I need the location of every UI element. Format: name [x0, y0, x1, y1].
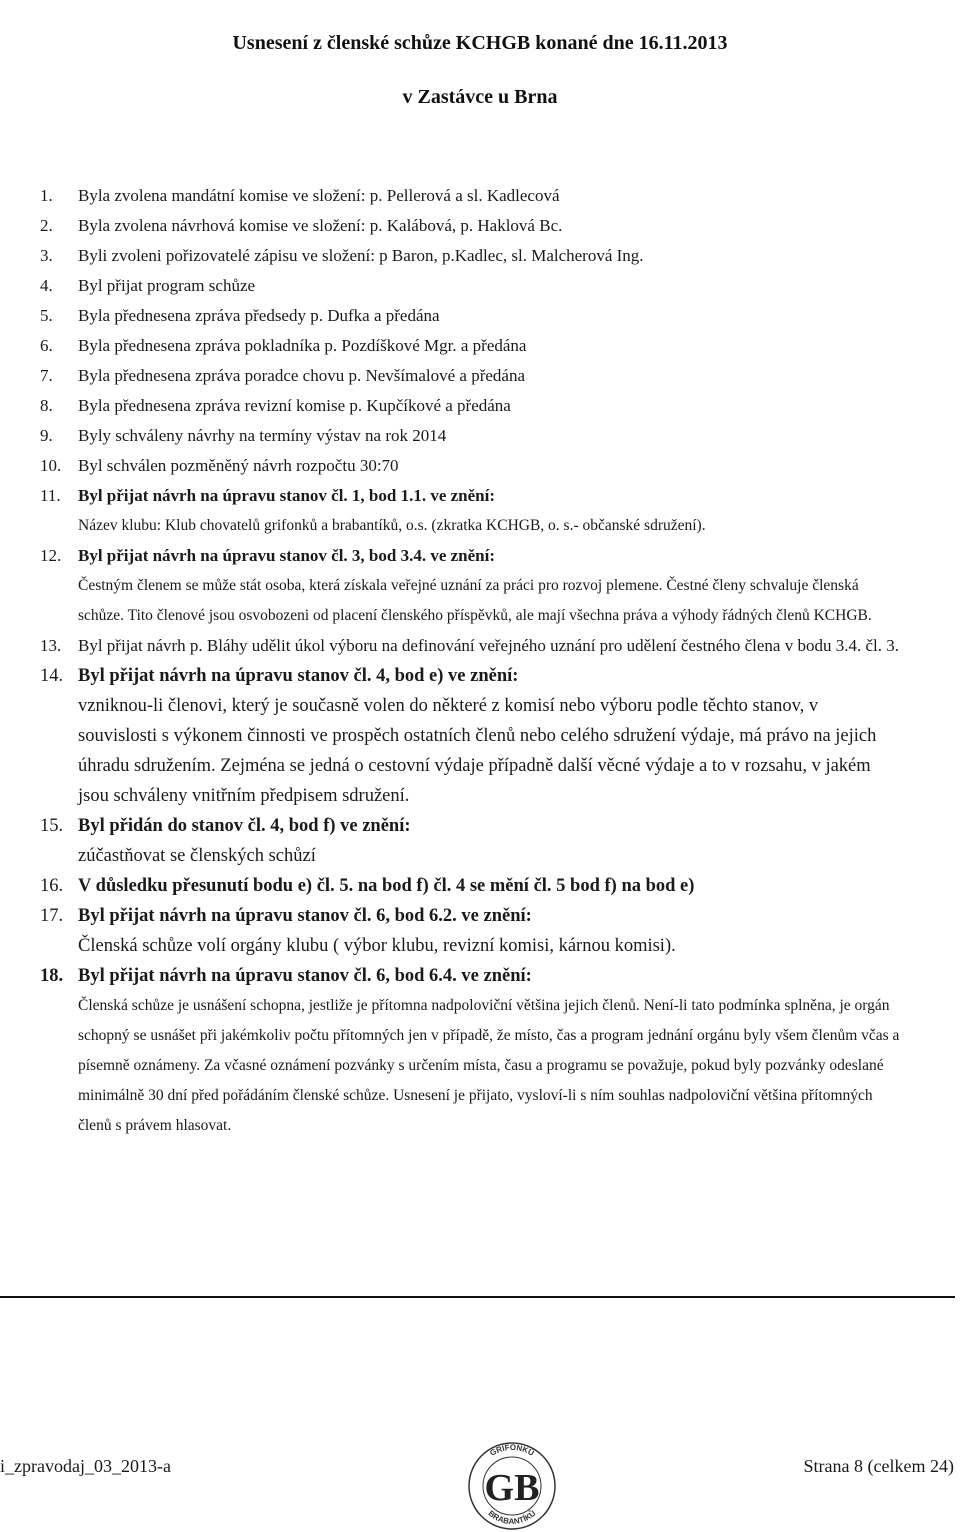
list-item [40, 271, 900, 301]
list-item [40, 481, 900, 541]
logo-monogram: GB [484, 1467, 540, 1509]
item-number: 6. [40, 336, 53, 355]
item-number: 5. [40, 306, 53, 325]
item-text: Byla přednesena zpráva revizní komise p. Kupčíkové a předána [78, 396, 511, 415]
item-text: Byl přijat návrh na úpravu stanov čl. 6, bod 6.4. ve znění: [78, 966, 532, 986]
item-text: Byl přijat návrh p. Bláhy udělit úkol výboru na definování veřejného uznání pro udělení čestného člena v bodu 3.4. čl. 3. [78, 636, 899, 655]
item-text: Byli zvoleni pořizovatelé zápisu ve složení: p Baron, p.Kadlec, sl. Malcherová Ing. [78, 246, 644, 265]
item-number: 8. [40, 396, 53, 415]
document-subtitle: v Zastávce u Brna [402, 86, 558, 108]
item-text: Byla zvolena návrhová komise ve složení: p. Kalábová, p. Haklová Bc. [78, 216, 563, 235]
item-text: Byl přijat návrh na úpravu stanov čl. 4, bod e) ve znění: [78, 666, 519, 686]
item-detail: vzniknou-li členovi, který je současně volen do některé z komisí nebo výboru podle těchto stanov, v souvislosti s výkonem činnosti ve prospěch ostatních členů nebo celého sdružení výdaje, má právo na jejich úhradu sdružením. Zejména se jedná o cestovní výdaje případně další věcné výdaje a to v rozsahu, v jakém jsou schváleny vnitřním předpisem sdružení. [78, 696, 877, 806]
item-number: 11. [40, 486, 61, 505]
item-number: 3. [40, 246, 53, 265]
item-text: Byla přednesena zpráva pokladníka p. Pozdíškové Mgr. a předána [78, 336, 527, 355]
item-text: Byla přednesena zpráva poradce chovu p. Nevšímalové a předána [78, 366, 525, 385]
list-item [40, 361, 900, 391]
document-title: Usnesení z členské schůze KCHGB konané dne 16.11.2013 [232, 32, 728, 54]
list-item [40, 541, 900, 631]
item-number: 9. [40, 426, 53, 445]
list-item [40, 631, 900, 661]
list-item [40, 211, 900, 241]
list-item [40, 241, 900, 271]
resolution-list [40, 181, 900, 1141]
list-item [40, 811, 900, 871]
item-text: Byl přidán do stanov čl. 4, bod f) ve znění: [78, 816, 411, 836]
item-detail: Členská schůze volí orgány klubu ( výbor klubu, revizní komisi, kárnou komisi). [78, 936, 676, 956]
list-item [40, 331, 900, 361]
item-text: Byl přijat návrh na úpravu stanov čl. 3, bod 3.4. ve znění: [78, 546, 496, 565]
item-number: 18. [40, 966, 64, 986]
list-item [40, 181, 900, 211]
item-number: 4. [40, 276, 53, 295]
item-text: Byl přijat návrh na úpravu stanov čl. 1, bod 1.1. ve znění: [78, 486, 496, 505]
list-item [40, 961, 900, 1141]
item-text: Byla přednesena zpráva předsedy p. Dufka a předána [78, 306, 440, 325]
page-number: Strana 8 (celkem 24) [803, 1456, 954, 1476]
item-detail: Název klubu: Klub chovatelů grifonků a brabantíků, o.s. (zkratka KCHGB, o. s.- občanské sdružení). [78, 517, 706, 534]
list-item [40, 391, 900, 421]
list-item [40, 421, 900, 451]
logo-ring-text-top: GRIFONKŮ [488, 1442, 536, 1458]
item-number: 15. [40, 816, 64, 836]
list-item [40, 901, 900, 961]
item-detail: Členská schůze je usnášení schopna, jestliže je přítomna nadpoloviční většina jejich členů. Není-li tato podmínka splněna, je orgán schopný se usnášet při jakémkoliv počtu přítomných jen v případě, že místo, čas a program jednání orgánu byly všem členům včas a písemně oznámeny. Za včasné oznámení pozvánky s určením místa, času a programu se považuje, pokud byly pozvánky odeslané minimálně 30 dní před pořádáním členské schůze. Usnesení je přijato, vysloví-li s ním souhlas nadpoloviční většina přítomných členů s právem hlasovat. [78, 997, 900, 1134]
item-detail: Čestným členem se může stát osoba, která získala veřejné uznání za práci pro rozvoj plemene. Čestné členy schvaluje členská schůze. Tito členové jsou osvobozeni od placení členského příspěvků, ale mají všechna práva a výhody řádných členů KCHGB. [78, 577, 872, 624]
item-number: 1. [40, 186, 53, 205]
item-text: Byl přijat program schůze [78, 276, 256, 295]
logo-ring-text-bottom: BRABANTÍKŮ [486, 1508, 538, 1527]
list-item [40, 301, 900, 331]
item-text: Byla zvolena mandátní komise ve složení: p. Pellerová a sl. Kadlecová [78, 186, 560, 205]
item-number: 13. [40, 636, 62, 655]
item-text: Byl schválen pozměněný návrh rozpočtu 30:70 [78, 456, 399, 475]
item-number: 2. [40, 216, 53, 235]
list-item [40, 661, 900, 811]
item-number: 12. [40, 546, 62, 565]
item-text: Byl přijat návrh na úpravu stanov čl. 6, bod 6.2. ve znění: [78, 906, 532, 926]
item-number: 10. [40, 456, 62, 475]
item-number: 14. [40, 666, 64, 686]
item-number: 7. [40, 366, 53, 385]
item-detail: zúčastňovat se členských schůzí [78, 846, 316, 866]
footer-filename: i_zpravodaj_03_2013-a [0, 1456, 171, 1476]
club-logo [462, 1440, 562, 1532]
item-number: 16. [40, 876, 64, 896]
list-item [40, 451, 900, 481]
footer-divider [0, 1296, 955, 1298]
item-text: Byly schváleny návrhy na termíny výstav na rok 2014 [78, 426, 447, 445]
item-number: 17. [40, 906, 64, 926]
list-item [40, 871, 900, 901]
item-text: V důsledku přesunutí bodu e) čl. 5. na bod f) čl. 4 se mění čl. 5 bod f) na bod e) [78, 876, 695, 896]
